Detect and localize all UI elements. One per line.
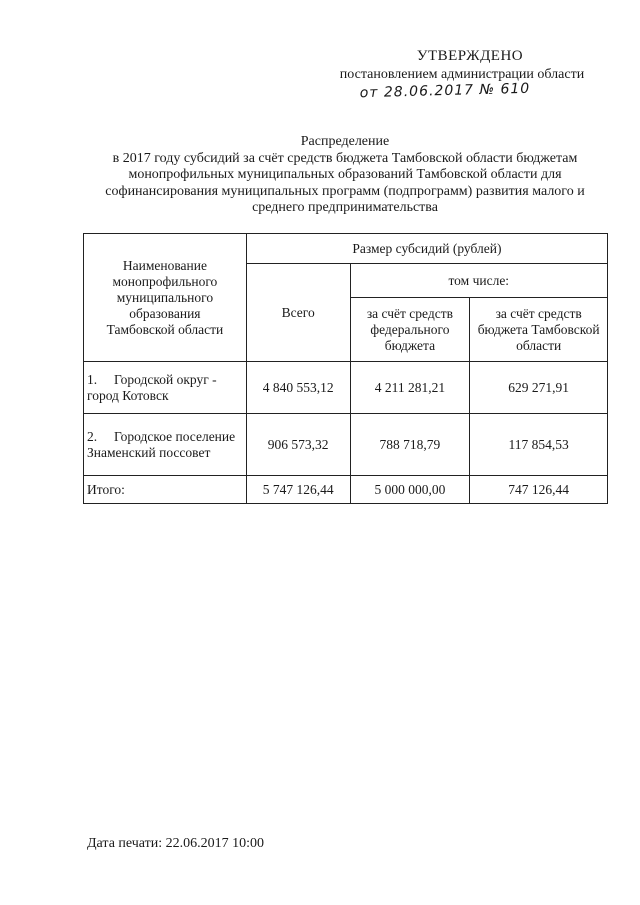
sum-total: 5 747 126,44 [246,476,350,504]
approval-stamp [300,48,600,102]
approval-line: постановлением администрации области [339,67,585,82]
heading-line-3: монопрофильных муниципальных образований Тамбовской области для [128,167,562,182]
print-date: Дата печати: 22.06.2017 10:00 [87,836,265,851]
header-including: том числе: [350,264,608,298]
row-regional: 117 854,53 [470,414,608,476]
sum-federal: 5 000 000,00 [350,476,470,504]
subsidy-table [83,233,608,504]
row-total: 4 840 553,12 [246,362,350,414]
heading-line-4: софинансирования муниципальных программ (подпрограмм) развития малого и [105,183,585,199]
row-federal: 4 211 281,21 [350,362,470,414]
table-row [84,414,608,476]
row-name: Городской округ - город Котовск [87,371,217,403]
row-name: Городское поселение Знаменский поссовет [87,428,236,460]
row-number: 2. [87,428,98,444]
header-regional: за счёт средств бюджета Тамбовской области [470,298,608,362]
document-heading [80,134,610,217]
table-row [84,362,608,414]
table-row-total [84,476,608,504]
sum-regional: 747 126,44 [470,476,608,504]
row-name-cell [84,414,247,476]
row-name-cell [84,362,247,414]
heading-line-1: Распределение [300,134,390,149]
heading-line-5: среднего предпринимательства [252,200,438,215]
header-size: Размер субсидий (рублей) [246,234,607,264]
header-name: Наименование монопрофильного муниципального образования Тамбовской области [84,234,247,362]
sum-label: Итого: [84,476,247,504]
heading-line-2: в 2017 году субсидий за счёт средств бюджета Тамбовской области бюджетам [112,150,578,166]
header-federal: за счёт средств федерального бюджета [350,298,470,362]
row-number: 1. [87,371,98,387]
header-total: Всего [246,264,350,362]
handwritten-date-number: от 28.06.2017 № 610 [359,80,531,102]
row-regional: 629 271,91 [470,362,608,414]
row-total: 906 573,32 [246,414,350,476]
row-federal: 788 718,79 [350,414,470,476]
approval-title: УТВЕРЖДЕНО [416,48,524,64]
